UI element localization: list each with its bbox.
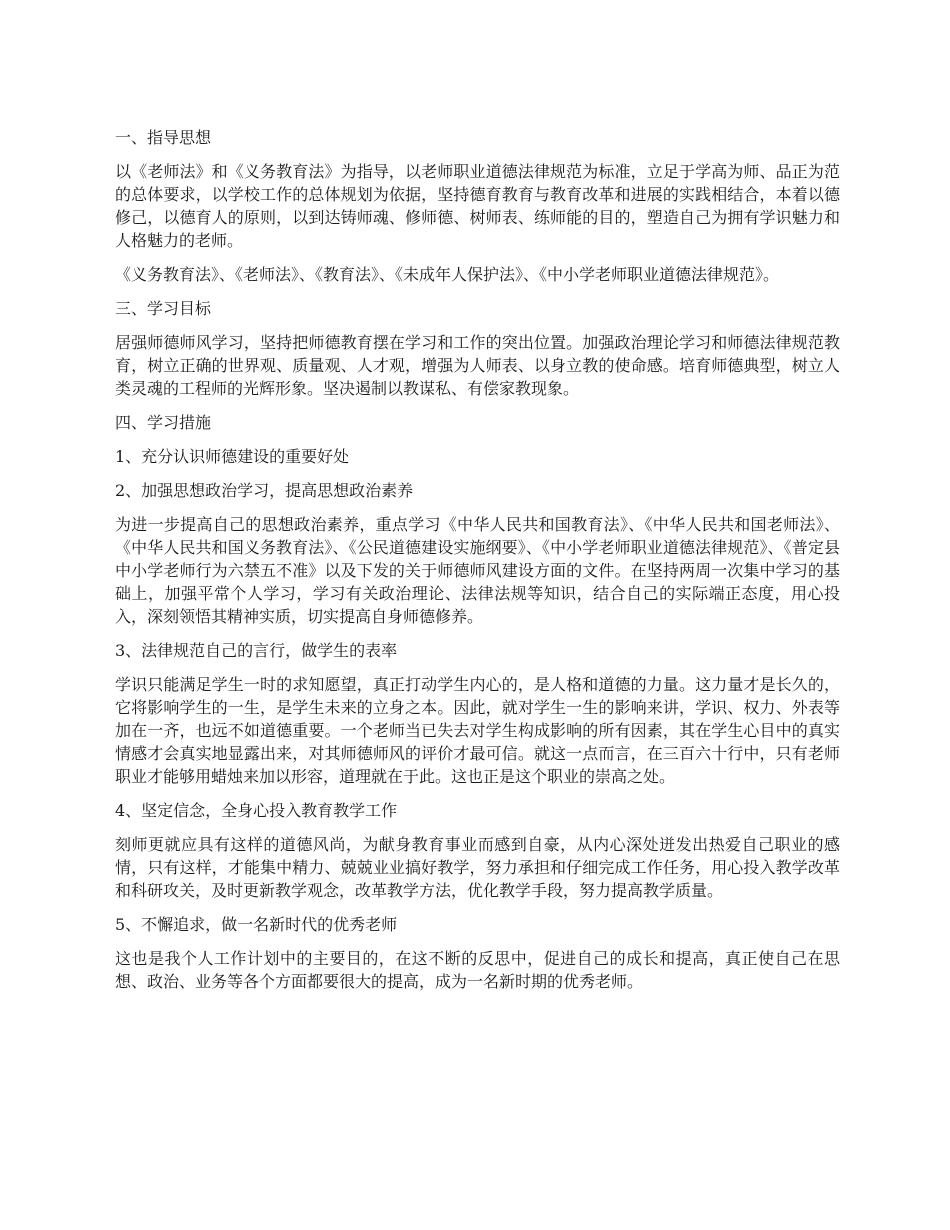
- subheading-measure-1: 1、充分认识师德建设的重要好处: [115, 447, 350, 466]
- subheading-measure-4: 4、坚定信念，全身心投入教育教学工作: [115, 801, 398, 820]
- paragraph-study-goals: 居强师德师风学习，坚持把师德教育摆在学习和工作的突出位置。加强政治理论学习和师德法律规范教育，树立正确的世界观、质量观、人才观，增强为人师表、以身立教的使命感。培育师德典型，树立人类灵魂的工程师的光辉形象。坚决遏制以教谋私、有偿家教现象。: [115, 333, 840, 398]
- section-heading-guiding-ideology: 一、指导思想: [115, 128, 212, 147]
- paragraph-measure-5: 这也是我个人工作计划中的主要目的，在这不断的反思中，促进自己的成长和提高，真正使自己在思想、政治、业务等各个方面都要很大的提高，成为一名新时期的优秀老师。: [115, 949, 840, 991]
- subheading-measure-2: 2、加强思想政治学习，提高思想政治素养: [115, 481, 414, 500]
- paragraph-guiding-ideology: 以《老师法》和《义务教育法》为指导，以老师职业道德法律规范为标准，立足于学高为师、品正为范的总体要求，以学校工作的总体规划为依据，坚持德育教育与教育改革和进展的实践相结合，本着以德修己，以德育人的原则，以到达铸师魂、修师德、树师表、练师能的目的，塑造自己为拥有学识魅力和人格魅力的老师。: [115, 162, 840, 250]
- section-heading-study-goals: 三、学习目标: [115, 299, 212, 318]
- subheading-measure-5: 5、不懈追求，做一名新时代的优秀老师: [115, 915, 398, 934]
- paragraph-measure-4: 刻师更就应具有这样的道德风尚，为献身教育事业而感到自豪，从内心深处迸发出热爱自己职业的感情，只有这样，才能集中精力、兢兢业业搞好教学，努力承担和仔细完成工作任务，用心投入教学改革和科研攻关，及时更新教学观念，改革教学方法，优化教学手段，努力提高教学质量。: [115, 835, 840, 900]
- paragraph-measure-2: 为进一步提高自己的思想政治素养，重点学习《中华人民共和国教育法》、《中华人民共和国老师法》、《中华人民共和国义务教育法》、《公民道德建设实施纲要》、《中小学老师职业道德法律规范》、《普定县中小学老师行为六禁五不准》以及下发的关于师德师风建设方面的文件。在坚持两周一次集中学习的基础上，加强平常个人学习，学习有关政治理论、法律法规等知识，结合自己的实际端正态度，用心投入，深刻领悟其精神实质，切实提高自身师德修养。: [115, 515, 840, 626]
- subheading-measure-3: 3、法律规范自己的言行，做学生的表率: [115, 641, 398, 660]
- paragraph-measure-3: 学识只能满足学生一时的求知愿望，真正打动学生内心的，是人格和道德的力量。这力量才是长久的，它将影响学生的一生，是学生未来的立身之本。因此，就对学生一生的影响来讲，学识、权力、外表等加在一齐，也远不如道德重要。一个老师当已失去对学生构成影响的所有因素，其在学生心目中的真实情感才会真实地显露出来，对其师德师风的评价才最可信。就这一点而言，在三百六十行中，只有老师职业才能够用蜡烛来加以形容，道理就在于此。这也正是这个职业的崇高之处。: [115, 675, 840, 786]
- section-heading-study-measures: 四、学习措施: [115, 413, 212, 432]
- paragraph-study-materials: 《义务教育法》、《老师法》、《教育法》、《未成年人保护法》、《中小学老师职业道德法律规范》。: [115, 265, 780, 284]
- document-page: [115, 126, 840, 1004]
